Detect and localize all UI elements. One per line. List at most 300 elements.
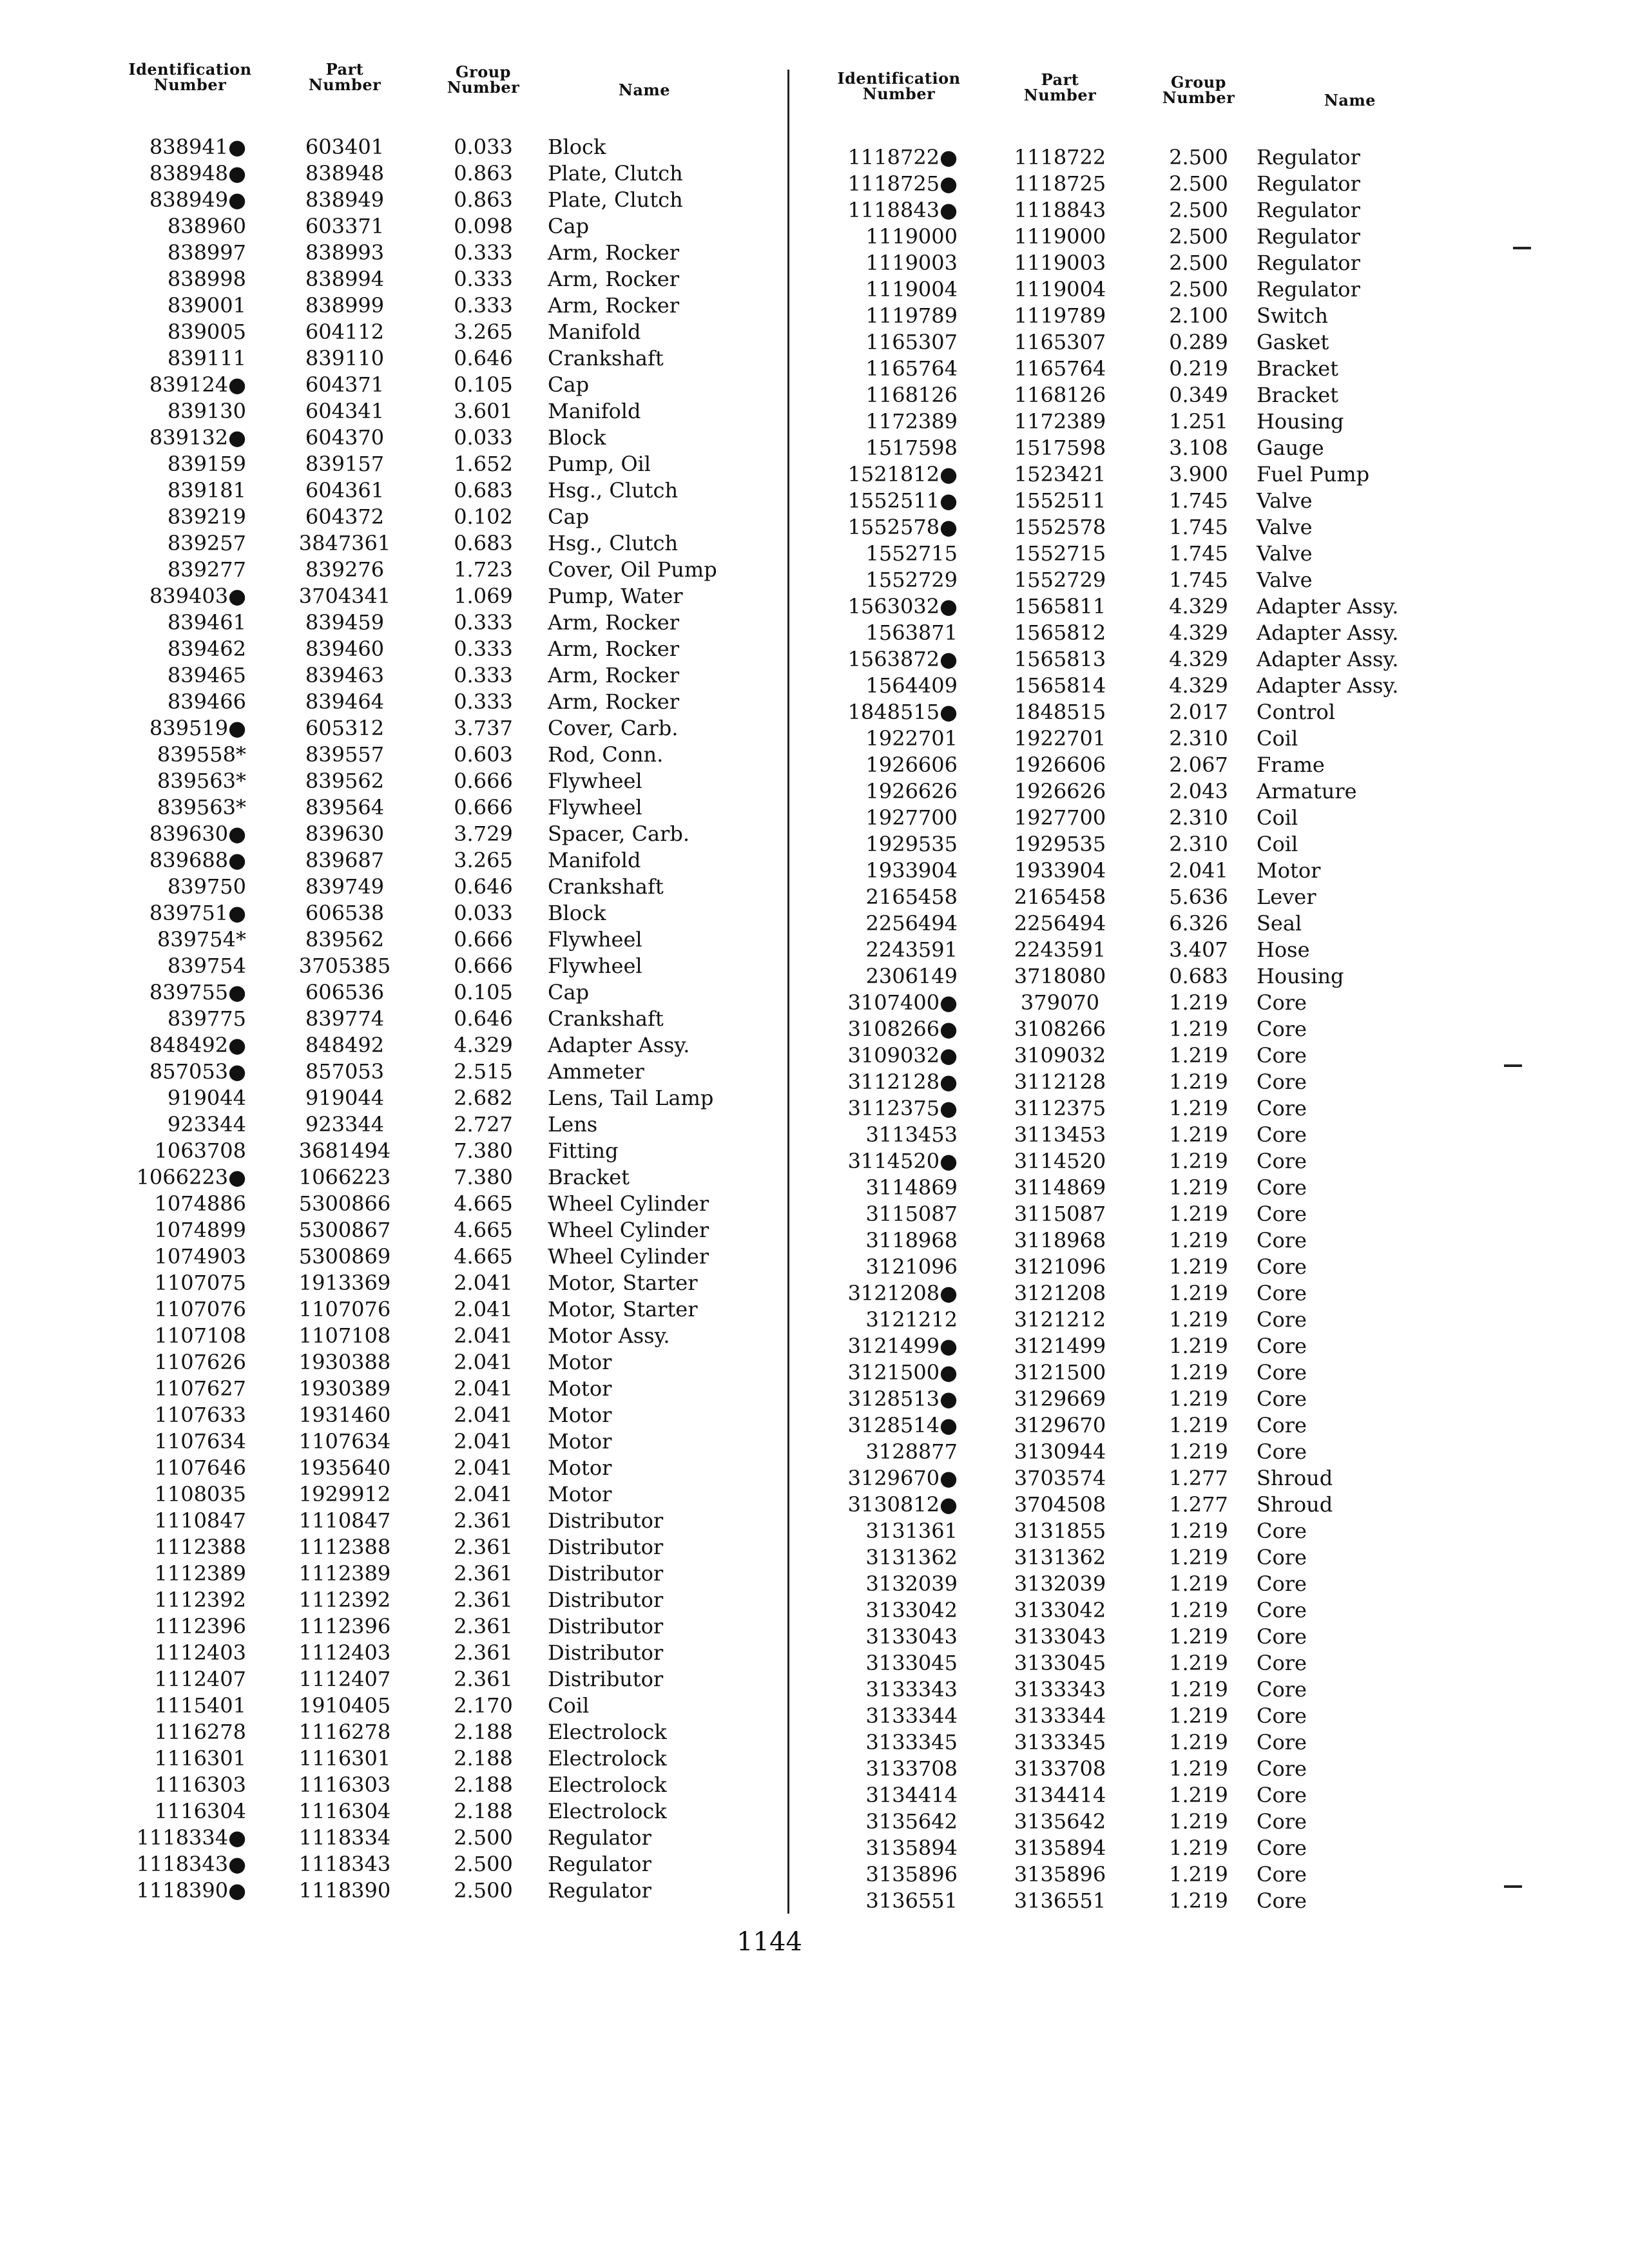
table-row <box>805 1122 1450 1148</box>
name-cell: Arm, Rocker <box>548 663 679 687</box>
name-cell: Core <box>1257 1783 1307 1807</box>
part-number-cell: 857053 <box>305 1059 385 1084</box>
name-cell: Arm, Rocker <box>548 637 679 661</box>
group-number-cell: 0.666 <box>454 769 513 793</box>
group-number-cell: 3.265 <box>454 848 513 872</box>
identification-number-cell: 857053● <box>149 1059 246 1084</box>
group-number-cell: 0.603 <box>454 742 513 767</box>
table-row <box>805 752 1450 778</box>
identification-number-cell: 1552715 <box>865 541 958 566</box>
name-cell: Wheel Cylinder <box>548 1218 709 1242</box>
table-row <box>97 1693 754 1719</box>
group-number-cell: 0.333 <box>454 663 513 687</box>
identification-number-cell: 1118725● <box>847 171 958 196</box>
name-cell: Flywheel <box>548 954 642 978</box>
name-cell: Core <box>1257 1387 1307 1411</box>
part-number-cell: 839464 <box>305 689 385 714</box>
identification-number-cell: 1116301 <box>154 1746 246 1771</box>
identification-number-cell: 1118343● <box>136 1852 246 1876</box>
name-cell: Coil <box>1257 805 1298 830</box>
part-number-cell: 1112388 <box>298 1535 391 1559</box>
identification-number-cell: 3121212 <box>865 1307 958 1332</box>
name-cell: Hsg., Clutch <box>548 478 679 503</box>
identification-number-cell: 1552578● <box>847 515 958 539</box>
table-row <box>97 715 754 742</box>
part-number-cell: 839687 <box>305 848 385 872</box>
table-row <box>805 1175 1450 1201</box>
group-number-cell: 1.219 <box>1169 1307 1228 1332</box>
table-row <box>97 345 754 372</box>
identification-number-cell: 3136551 <box>865 1888 958 1913</box>
part-number-cell: 2243591 <box>1014 937 1106 962</box>
name-cell: Adapter Assy. <box>548 1033 690 1057</box>
part-number-cell: 838994 <box>305 267 385 291</box>
table-row <box>97 847 754 874</box>
identification-number-cell: 1066223● <box>136 1165 246 1189</box>
part-number-cell: 1927700 <box>1014 805 1106 830</box>
identification-number-cell: 1074886 <box>154 1191 246 1216</box>
group-number-cell: 1.219 <box>1169 1387 1228 1411</box>
part-number-cell: 1112389 <box>298 1561 391 1586</box>
part-number-cell: 839110 <box>305 346 385 370</box>
identification-number-cell: 3112128● <box>847 1070 958 1094</box>
group-number-cell: 1.219 <box>1169 1545 1228 1570</box>
name-cell: Core <box>1257 1334 1307 1358</box>
group-number-cell: 0.333 <box>454 637 513 661</box>
name-cell: Distributor <box>548 1508 664 1533</box>
part-number-cell: 1926606 <box>1014 753 1106 777</box>
group-number-cell: 0.219 <box>1169 356 1228 381</box>
identification-number-cell: 3112375● <box>847 1096 958 1120</box>
table-row <box>805 1465 1450 1492</box>
group-number-cell: 0.105 <box>454 372 513 397</box>
part-number-cell: 606538 <box>305 901 385 925</box>
group-number-cell: 0.102 <box>454 505 513 529</box>
group-number-cell: 2.017 <box>1169 700 1228 724</box>
part-number-cell: 5300869 <box>298 1244 391 1269</box>
group-number-cell: 0.666 <box>454 954 513 978</box>
group-number-cell: 1.277 <box>1169 1466 1228 1490</box>
group-number-cell: 1.219 <box>1169 1598 1228 1622</box>
part-number-cell: 3112375 <box>1014 1096 1106 1120</box>
name-cell: Motor, Starter <box>548 1297 698 1321</box>
part-number-cell: 1517598 <box>1014 436 1106 460</box>
table-row <box>97 979 754 1006</box>
name-cell: Shroud <box>1257 1492 1333 1517</box>
identification-number-cell: 1112396 <box>154 1614 246 1639</box>
table-row <box>97 1561 754 1587</box>
part-number-cell: 603371 <box>305 214 385 238</box>
identification-number-cell: 1112389 <box>154 1561 246 1586</box>
part-number-cell: 3133343 <box>1014 1677 1106 1702</box>
identification-number-cell: 3121499● <box>847 1334 958 1358</box>
table-row <box>97 794 754 821</box>
identification-number-cell: 839005 <box>167 320 246 344</box>
identification-number-cell: 1552729 <box>865 568 958 592</box>
table-row <box>97 1745 754 1772</box>
table-row <box>97 1613 754 1640</box>
part-number-cell: 839157 <box>305 452 385 476</box>
table-row <box>805 778 1450 805</box>
identification-number-cell: 1926606 <box>865 753 958 777</box>
identification-number-cell: 3129670● <box>847 1466 958 1490</box>
identification-number-cell: 838960 <box>167 214 246 238</box>
name-cell: Core <box>1257 1888 1307 1913</box>
table-row <box>805 858 1450 884</box>
group-number-cell: 3.601 <box>454 399 513 423</box>
group-number-cell: 1.219 <box>1169 1704 1228 1728</box>
identification-number-cell: 3135894 <box>865 1836 958 1860</box>
name-cell: Block <box>548 901 606 925</box>
table-row <box>97 1402 754 1428</box>
part-number-cell: 1112403 <box>298 1640 391 1665</box>
identification-number-cell: 3133343 <box>865 1677 958 1702</box>
name-cell: Core <box>1257 1202 1307 1226</box>
identification-number-cell: 1112388 <box>154 1535 246 1559</box>
table-row <box>97 187 754 213</box>
group-number-cell: 1.277 <box>1169 1492 1228 1517</box>
identification-number-cell: 839001 <box>167 293 246 318</box>
name-cell: Armature <box>1257 779 1357 803</box>
part-number-cell: 1118722 <box>1014 145 1106 169</box>
group-number-cell: 0.333 <box>454 689 513 714</box>
group-number-cell: 0.666 <box>454 927 513 952</box>
part-number-cell: 838948 <box>305 161 385 186</box>
name-cell: Flywheel <box>548 927 642 952</box>
group-number-cell: 0.333 <box>454 293 513 318</box>
part-number-cell: 3135894 <box>1014 1836 1106 1860</box>
identification-number-cell: 839558* <box>157 742 246 767</box>
table-row <box>805 1360 1450 1386</box>
part-number-cell: 1933904 <box>1014 858 1106 883</box>
part-number-cell: 5300866 <box>298 1191 391 1216</box>
identification-number-cell: 839130 <box>167 399 246 423</box>
identification-number-cell: 839751● <box>149 901 246 925</box>
part-number-cell: 3131362 <box>1014 1545 1106 1570</box>
part-number-cell: 1165307 <box>1014 330 1106 354</box>
part-number-cell: 3129669 <box>1014 1387 1106 1411</box>
name-cell: Cover, Oil Pump <box>548 557 717 582</box>
table-row <box>805 1095 1450 1122</box>
identification-number-cell: 838997 <box>167 240 246 265</box>
table-row <box>805 910 1450 937</box>
group-number-cell: 0.683 <box>454 531 513 555</box>
table-row <box>805 1307 1450 1333</box>
identification-number-cell: 839159 <box>167 452 246 476</box>
group-number-cell: 2.682 <box>454 1086 513 1110</box>
identification-number-cell: 1074899 <box>154 1218 246 1242</box>
name-cell: Arm, Rocker <box>548 240 679 265</box>
part-number-cell: 839562 <box>305 769 385 793</box>
identification-number-cell: 838948● <box>149 161 246 186</box>
identification-number-cell: 839403● <box>149 584 246 608</box>
group-number-cell: 1.219 <box>1169 1809 1228 1834</box>
part-number-cell: 379070 <box>1020 990 1100 1015</box>
part-number-cell: 838999 <box>305 293 385 318</box>
part-number-cell: 839460 <box>305 637 385 661</box>
part-number-cell: 3129670 <box>1014 1413 1106 1437</box>
table-row <box>97 213 754 240</box>
name-cell: Shroud <box>1257 1466 1333 1490</box>
table-row <box>97 689 754 715</box>
table-row <box>805 699 1450 726</box>
table-row <box>805 1729 1450 1756</box>
group-number-cell: 1.745 <box>1169 568 1228 592</box>
part-number-cell: 3132039 <box>1014 1571 1106 1596</box>
group-number-cell: 7.380 <box>454 1165 513 1189</box>
name-cell: Adapter Assy. <box>1257 620 1399 645</box>
table-row <box>97 1323 754 1349</box>
part-number-cell: 3134414 <box>1014 1783 1106 1807</box>
identification-number-cell: 3133344 <box>865 1704 958 1728</box>
header-identification-number: Identification Number <box>837 69 961 103</box>
group-number-cell: 1.745 <box>1169 515 1228 539</box>
table-row <box>805 646 1450 673</box>
table-row <box>805 461 1450 488</box>
table-row <box>97 1376 754 1402</box>
group-number-cell: 2.041 <box>454 1350 513 1374</box>
identification-number-cell: 1521812● <box>847 462 958 486</box>
margin-mark <box>1504 1885 1522 1888</box>
group-number-cell: 1.219 <box>1169 1571 1228 1596</box>
name-cell: Valve <box>1257 541 1313 566</box>
table-row <box>97 636 754 662</box>
group-number-cell: 0.033 <box>454 425 513 450</box>
identification-number-cell: 923344 <box>167 1112 246 1137</box>
identification-number-cell: 1107646 <box>154 1456 246 1480</box>
name-cell: Adapter Assy. <box>1257 673 1399 698</box>
name-cell: Pump, Water <box>548 584 683 608</box>
group-number-cell: 0.105 <box>454 980 513 1004</box>
table-row <box>805 1412 1450 1439</box>
table-row <box>805 593 1450 620</box>
part-number-cell: 848492 <box>305 1033 385 1057</box>
page-number: 1144 <box>737 1927 802 1957</box>
name-cell: Cap <box>548 980 590 1004</box>
name-cell: Core <box>1257 1677 1307 1702</box>
part-number-cell: 604341 <box>305 399 385 423</box>
name-cell: Core <box>1257 1096 1307 1120</box>
part-number-cell: 1110847 <box>298 1508 391 1533</box>
identification-number-cell: 1933904 <box>865 858 958 883</box>
identification-number-cell: 1119000 <box>865 224 958 249</box>
part-number-cell: 923344 <box>305 1112 385 1137</box>
table-row <box>805 1439 1450 1465</box>
part-number-cell: 1116303 <box>298 1773 391 1797</box>
name-cell: Bracket <box>1257 356 1338 381</box>
part-number-cell: 603401 <box>305 135 385 159</box>
table-row <box>97 451 754 477</box>
group-number-cell: 1.745 <box>1169 488 1228 513</box>
name-cell: Arm, Rocker <box>548 267 679 291</box>
name-cell: Arm, Rocker <box>548 293 679 318</box>
part-number-cell: 1930388 <box>298 1350 391 1374</box>
group-number-cell: 3.265 <box>454 320 513 344</box>
name-cell: Bracket <box>548 1165 630 1189</box>
table-row <box>97 1481 754 1508</box>
group-number-cell: 2.188 <box>454 1720 513 1744</box>
name-cell: Motor <box>548 1350 612 1374</box>
identification-number-cell: 839750 <box>167 874 246 899</box>
name-cell: Core <box>1257 1519 1307 1543</box>
header-part-number: Part Number <box>308 60 381 94</box>
name-cell: Flywheel <box>548 769 642 793</box>
identification-number-cell: 3133345 <box>865 1730 958 1754</box>
group-number-cell: 2.500 <box>1169 277 1228 302</box>
table-row <box>805 1597 1450 1624</box>
group-number-cell: 2.500 <box>1169 171 1228 196</box>
name-cell: Core <box>1257 1228 1307 1253</box>
table-row <box>805 726 1450 752</box>
name-cell: Wheel Cylinder <box>548 1244 709 1269</box>
name-cell: Regulator <box>1257 224 1360 249</box>
table-row <box>805 382 1450 408</box>
table-row <box>97 1164 754 1191</box>
identification-number-cell: 1116303 <box>154 1773 246 1797</box>
table-row <box>97 610 754 636</box>
group-number-cell: 1.219 <box>1169 1202 1228 1226</box>
identification-number-cell: 839132● <box>149 425 246 450</box>
part-number-cell: 1552511 <box>1014 488 1106 513</box>
identification-number-cell: 1563871 <box>865 620 958 645</box>
identification-number-cell: 838949● <box>149 187 246 212</box>
identification-number-cell: 1848515● <box>847 700 958 724</box>
group-number-cell: 1.219 <box>1169 1043 1228 1068</box>
name-cell: Electrolock <box>548 1773 667 1797</box>
table-row <box>805 1703 1450 1729</box>
table-row <box>805 541 1450 567</box>
table-row <box>805 1492 1450 1518</box>
part-number-cell: 839463 <box>305 663 385 687</box>
name-cell: Spacer, Carb. <box>548 822 689 846</box>
part-number-cell: 3121499 <box>1014 1334 1106 1358</box>
identification-number-cell: 839219 <box>167 505 246 529</box>
part-number-cell: 1931460 <box>298 1403 391 1427</box>
group-number-cell: 1.723 <box>454 557 513 582</box>
name-cell: Distributor <box>548 1640 664 1665</box>
table-row <box>97 821 754 847</box>
table-row <box>805 1227 1450 1254</box>
header-name: Name <box>618 81 671 99</box>
table-row <box>97 293 754 319</box>
group-number-cell: 1.219 <box>1169 990 1228 1015</box>
part-number-cell: 1552715 <box>1014 541 1106 566</box>
identification-number-cell: 1165307 <box>865 330 958 354</box>
part-number-cell: 3718080 <box>1014 964 1106 988</box>
name-cell: Housing <box>1257 964 1344 988</box>
name-cell: Cover, Carb. <box>548 716 679 740</box>
group-number-cell: 4.665 <box>454 1191 513 1216</box>
name-cell: Frame <box>1257 753 1325 777</box>
name-cell: Cap <box>548 505 590 529</box>
group-number-cell: 1.745 <box>1169 541 1228 566</box>
group-number-cell: 1.219 <box>1169 1360 1228 1385</box>
table-row <box>97 504 754 530</box>
table-row <box>805 937 1450 963</box>
identification-number-cell: 838998 <box>167 267 246 291</box>
name-cell: Fuel Pump <box>1257 462 1370 486</box>
name-cell: Motor <box>548 1403 612 1427</box>
name-cell: Core <box>1257 990 1307 1015</box>
table-row <box>805 1677 1450 1703</box>
table-row <box>805 1386 1450 1412</box>
name-cell: Motor <box>548 1456 612 1480</box>
part-number-cell: 3113453 <box>1014 1122 1106 1147</box>
group-number-cell: 6.326 <box>1169 911 1228 936</box>
name-cell: Core <box>1257 1149 1307 1173</box>
group-number-cell: 2.500 <box>1169 145 1228 169</box>
name-cell: Fitting <box>548 1139 619 1163</box>
part-number-cell: 1922701 <box>1014 726 1106 751</box>
group-number-cell: 1.069 <box>454 584 513 608</box>
table-row <box>97 372 754 398</box>
name-cell: Electrolock <box>548 1720 667 1744</box>
name-cell: Motor, Starter <box>548 1271 698 1295</box>
group-number-cell: 2.188 <box>454 1773 513 1797</box>
identification-number-cell: 839124● <box>149 372 246 397</box>
table-row <box>97 1666 754 1693</box>
right-table-header <box>805 57 1450 134</box>
name-cell: Rod, Conn. <box>548 742 664 767</box>
table-row <box>97 160 754 187</box>
name-cell: Regulator <box>1257 198 1360 222</box>
identification-number-cell: 1107626 <box>154 1350 246 1374</box>
part-number-cell: 604371 <box>305 372 385 397</box>
group-number-cell: 2.727 <box>454 1112 513 1137</box>
name-cell: Core <box>1257 1070 1307 1094</box>
group-number-cell: 1.219 <box>1169 1730 1228 1754</box>
group-number-cell: 2.041 <box>454 1297 513 1321</box>
group-number-cell: 2.361 <box>454 1508 513 1533</box>
part-number-cell: 1112396 <box>298 1614 391 1639</box>
identification-number-cell: 3114869 <box>865 1175 958 1200</box>
group-number-cell: 4.329 <box>1169 620 1228 645</box>
part-number-cell: 1172389 <box>1014 409 1106 434</box>
part-number-cell: 1119003 <box>1014 251 1106 275</box>
identification-number-cell: 1107627 <box>154 1376 246 1401</box>
identification-number-cell: 1172389 <box>865 409 958 434</box>
table-row <box>805 1624 1450 1650</box>
table-row <box>805 1518 1450 1544</box>
group-number-cell: 1.219 <box>1169 1439 1228 1464</box>
part-number-cell: 604361 <box>305 478 385 503</box>
group-number-cell: 3.407 <box>1169 937 1228 962</box>
table-row <box>97 1455 754 1481</box>
part-number-cell: 839557 <box>305 742 385 767</box>
margin-mark <box>1504 1064 1522 1067</box>
group-number-cell: 2.188 <box>454 1799 513 1823</box>
identification-number-cell: 839462 <box>167 637 246 661</box>
name-cell: Core <box>1257 1307 1307 1332</box>
identification-number-cell: 1564409 <box>865 673 958 698</box>
table-row <box>805 620 1450 646</box>
group-number-cell: 1.219 <box>1169 1070 1228 1094</box>
table-row <box>805 1835 1450 1861</box>
part-number-cell: 2165458 <box>1014 885 1106 909</box>
identification-number-cell: 839688● <box>149 848 246 872</box>
name-cell: Regulator <box>548 1878 651 1903</box>
identification-number-cell: 3128514● <box>847 1413 958 1437</box>
table-row <box>805 1333 1450 1360</box>
table-row <box>805 1650 1450 1677</box>
identification-number-cell: 1922701 <box>865 726 958 751</box>
group-number-cell: 0.683 <box>454 478 513 503</box>
part-number-cell: 3704341 <box>298 584 391 608</box>
group-number-cell: 2.500 <box>1169 251 1228 275</box>
header-group-number: Group Number <box>1162 73 1235 107</box>
name-cell: Lens, Tail Lamp <box>548 1086 714 1110</box>
part-number-cell: 1929912 <box>298 1482 391 1506</box>
